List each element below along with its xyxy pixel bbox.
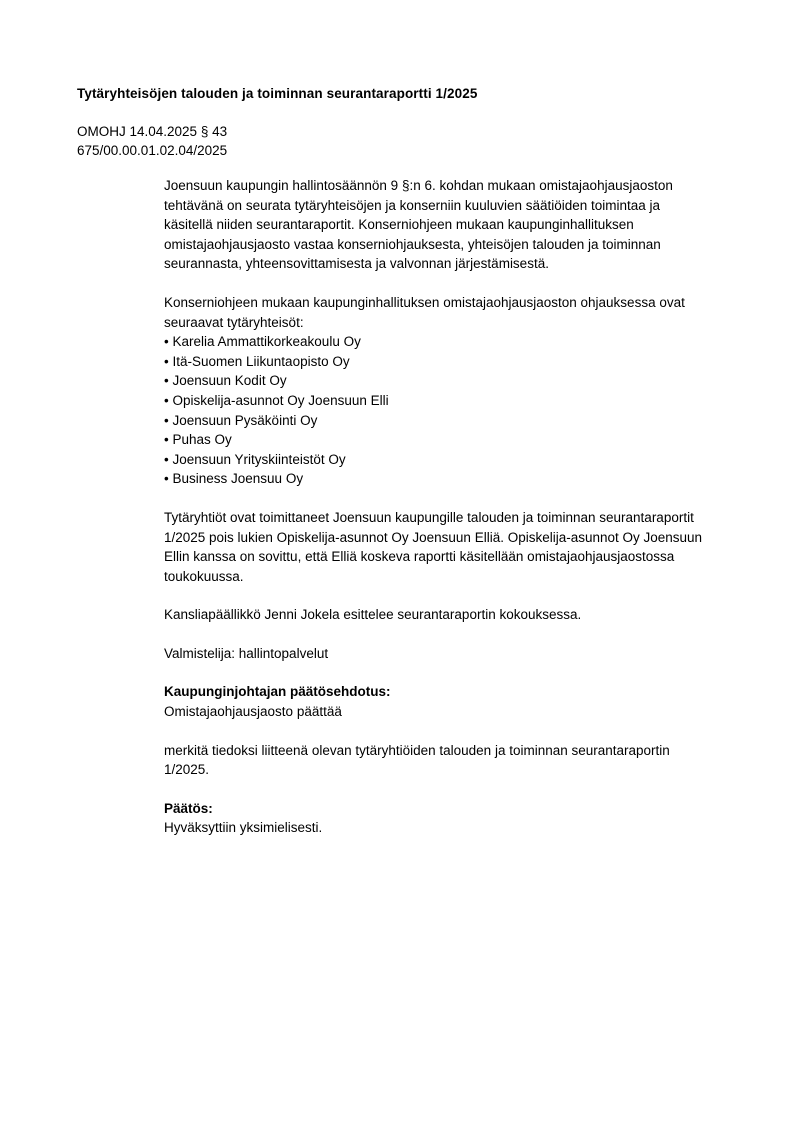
- page-title: Tytäryhteisöjen talouden ja toiminnan seurantaraportti 1/2025: [77, 86, 478, 101]
- bullet-icon: •: [164, 334, 169, 350]
- paragraph-governance-rules: Joensuun kaupungin hallintosäännön 9 §:n 6. kohdan mukaan omistajaohjausjaoston tehtävänä on seurata tytäryhteisöjen ja konserniin kuuluvien säätiöiden toimintaa ja käsitellä niiden seurantaraportit. Konserniohjeen mukaan kaupunginhallituksen omistajaohjausjaosto vastaa konserniohjauksesta, yhteisöjen talouden ja toiminnan seurannasta, yhteensovittamisesta ja valvonnan järjestämisestä.: [164, 178, 673, 272]
- list-item-label: Joensuun Yrityskiinteistöt Oy: [172, 451, 346, 467]
- bullet-icon: •: [164, 392, 169, 408]
- list-item-label: Karelia Ammattikorkeakoulu Oy: [172, 334, 361, 350]
- paragraph-preparer: Valmistelija: hallintopalvelut: [164, 645, 329, 661]
- bullet-icon: •: [164, 432, 169, 448]
- list-item: [164, 332, 709, 352]
- document-body: [164, 176, 709, 857]
- decision-proposal-heading: Kaupunginjohtajan päätösehdotus:: [164, 684, 391, 700]
- paragraph-reports-status: Tytäryhtiöt ovat toimittaneet Joensuun kaupungille talouden ja toiminnan seurantaraportit 1/2025 pois lukien Opiskelija-asunnot Oy Joensuun Elliä. Opiskelija-asunnot Oy Joensuun Ellin kanssa on sovittu, että Elliä koskeva raportti käsitellään omistajaohjausjaostossa toukokuussa.: [164, 509, 703, 584]
- bullet-icon: •: [164, 353, 169, 369]
- list-item: [164, 411, 709, 431]
- list-item-label: Business Joensuu Oy: [172, 471, 304, 487]
- list-item: [164, 371, 709, 391]
- list-item-label: Itä-Suomen Liikuntaopisto Oy: [172, 353, 350, 369]
- list-item-label: Joensuun Kodit Oy: [172, 373, 287, 389]
- paragraph-presenter: Kansliapäällikkö Jenni Jokela esittelee seurantaraportin kokouksessa.: [164, 607, 582, 623]
- decision-proposal-line1: Omistajaohjausjaosto päättää: [164, 704, 342, 720]
- decision-heading: Päätös:: [164, 800, 213, 816]
- list-item: [164, 391, 709, 411]
- decision-proposal-line2: merkitä tiedoksi liitteenä olevan tytäryhtiöiden talouden ja toiminnan seurantaraportin 1/2025.: [164, 742, 670, 778]
- list-item: [164, 469, 709, 489]
- list-item-label: Opiskelija-asunnot Oy Joensuun Elli: [172, 392, 389, 408]
- list-item: [164, 430, 709, 450]
- list-item: [164, 450, 709, 470]
- decision-text: Hyväksyttiin yksimielisesti.: [164, 820, 323, 836]
- list-item-label: Joensuun Pysäköinti Oy: [172, 412, 318, 428]
- bullet-icon: •: [164, 412, 169, 428]
- bullet-icon: •: [164, 373, 169, 389]
- paragraph-subsidiaries-intro: Konserniohjeen mukaan kaupunginhallituksen omistajaohjausjaoston ohjauksessa ovat seuraavat tytäryhteisöt:: [164, 294, 685, 330]
- subsidiaries-list: [164, 332, 709, 489]
- meta-line-diary-number: 675/00.00.01.02.04/2025: [77, 143, 228, 158]
- list-item-label: Puhas Oy: [172, 432, 232, 448]
- meta-line-case-reference: OMOHJ 14.04.2025 § 43: [77, 124, 228, 139]
- bullet-icon: •: [164, 471, 169, 487]
- list-item: [164, 352, 709, 372]
- document-meta: [77, 122, 227, 160]
- bullet-icon: •: [164, 451, 169, 467]
